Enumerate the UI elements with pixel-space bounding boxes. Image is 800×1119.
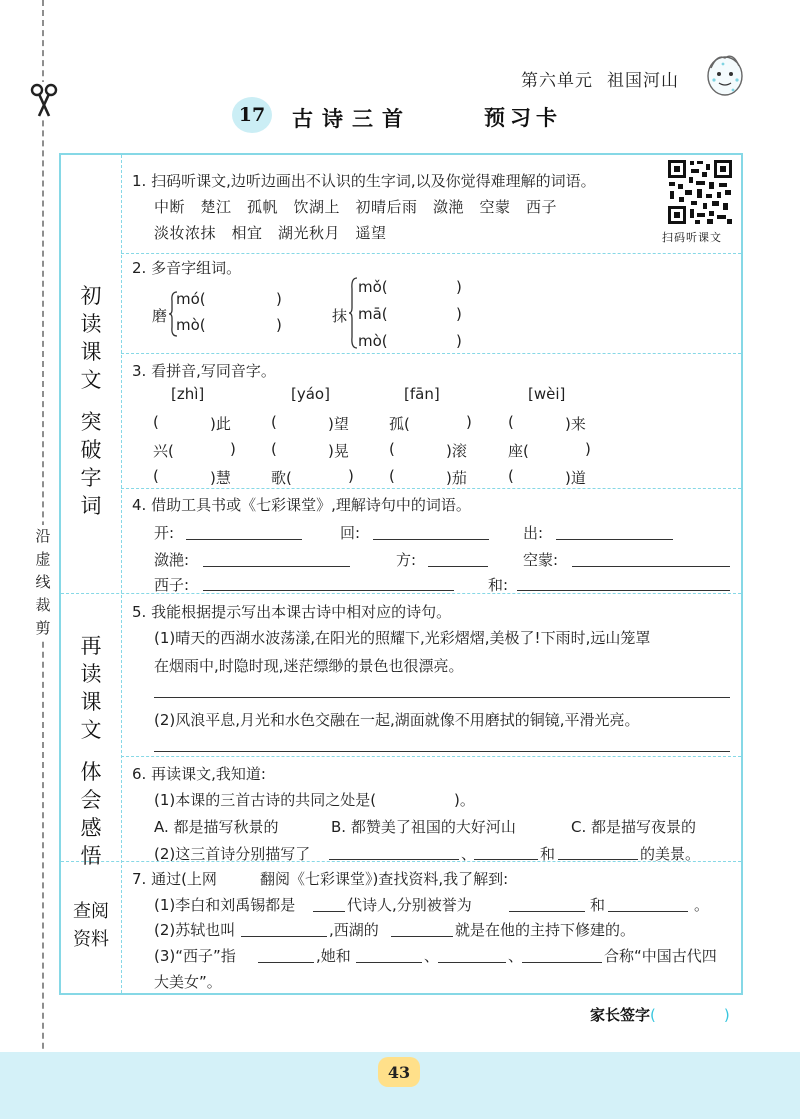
q2-close: ) xyxy=(456,332,462,350)
q2-char-ma: 抹 xyxy=(332,307,348,325)
q3-cell: ) xyxy=(348,467,354,485)
q3-cell: )慧 xyxy=(210,469,231,487)
q4-word-label: 潋滟: xyxy=(154,551,190,569)
qr-code[interactable] xyxy=(667,159,733,225)
q7-prompt-b: 翻阅《七彩课堂》)查找资料,我了解到: xyxy=(260,870,509,888)
qr-caption: 扫码听课文 xyxy=(662,231,722,244)
section-label-reread: 再 读 课 文 体 会 感 悟 xyxy=(80,634,102,868)
q5-hint1-line1: (1)晴天的西湖水波荡漾,在阳光的照耀下,光彩熠熠,美极了!下雨时,远山笼罩 xyxy=(154,629,651,647)
q7-answer-line[interactable] xyxy=(356,962,422,963)
signature-label: 家长签字 xyxy=(590,1006,651,1024)
q6-sub1: (1)本课的三首古诗的共同之处是( xyxy=(154,791,377,809)
q4-answer-line[interactable] xyxy=(186,539,302,540)
q7-sub3-end: 合称“中国古代四 xyxy=(604,947,717,965)
q7-answer-line[interactable] xyxy=(509,911,585,912)
q3-cell: ( xyxy=(389,440,395,458)
q2-prompt: 2. 多音字组词。 xyxy=(132,259,242,277)
q6-answer-line[interactable] xyxy=(329,859,459,860)
q3-pinyin: [zhì] xyxy=(171,385,205,403)
card-title: 预习卡 xyxy=(484,106,562,130)
q6-answer-line[interactable] xyxy=(474,859,538,860)
q2-reading-mo3: mǒ( xyxy=(358,278,388,296)
cut-instruction: 沿 虚 线 裁 剪 xyxy=(33,525,53,640)
q3-cell: 座( xyxy=(508,442,529,460)
row-divider xyxy=(121,353,741,354)
q5-hint1-line2: 在烟雨中,时隐时现,迷茫缥缈的景色也很漂亮。 xyxy=(154,657,464,675)
lesson-title: 古诗三首 xyxy=(292,106,412,131)
q4-word-label: 和: xyxy=(488,576,509,594)
q4-word-label: 西子: xyxy=(154,576,190,594)
q3-cell: ) xyxy=(466,413,472,431)
q7-sub2-end: 就是在他的主持下修建的。 xyxy=(455,921,636,939)
q2-reading-ma1: mā( xyxy=(358,305,388,323)
q3-cell: ( xyxy=(271,440,277,458)
q7-separator: 、 xyxy=(508,947,524,965)
q7-sub2-mid: ,西湖的 xyxy=(329,921,379,939)
signature-paren: ( xyxy=(650,1006,656,1024)
q4-word-label: 方: xyxy=(396,551,417,569)
q3-cell: )滚 xyxy=(446,442,467,460)
q3-pinyin: [wèi] xyxy=(528,385,566,403)
q6-separator: 、 xyxy=(461,845,477,863)
q3-cell: 兴( xyxy=(153,442,174,460)
q1-prompt: 1. 扫码听课文,边听边画出不认识的生字词,以及你觉得难理解的词语。 xyxy=(132,172,596,190)
q2-char-mo: 磨 xyxy=(152,307,168,325)
row-divider xyxy=(121,253,741,254)
q5-hint2: (2)风浪平息,月光和水色交融在一起,湖面就像不用磨拭的铜镜,平滑光亮。 xyxy=(154,711,640,729)
q3-cell: ( xyxy=(508,467,514,485)
brace-icon xyxy=(348,277,358,349)
q4-prompt: 4. 借助工具书或《七彩课堂》,理解诗句中的词语。 xyxy=(132,496,471,514)
q7-answer-line[interactable] xyxy=(438,962,506,963)
unit-number: 第六单元 xyxy=(521,71,593,91)
q1-words-line1: 中断 楚江 孤帆 饮湖上 初晴后雨 潋滟 空蒙 西子 xyxy=(154,198,558,216)
q5-answer-line[interactable] xyxy=(154,697,730,698)
q7-answer-line[interactable] xyxy=(313,911,345,912)
q7-answer-line[interactable] xyxy=(391,936,453,937)
parent-signature[interactable] xyxy=(590,1004,730,1025)
row-divider xyxy=(121,488,741,489)
signature-paren: ) xyxy=(723,1006,730,1024)
q4-answer-line[interactable] xyxy=(572,566,730,567)
q3-cell: ( xyxy=(153,413,159,431)
q2-reading-mo4b: mò( xyxy=(358,332,388,350)
lesson-number: 17 xyxy=(232,97,272,133)
q5-prompt: 5. 我能根据提示写出本课古诗中相对应的诗句。 xyxy=(132,603,452,621)
section-label-first-read: 初 读 课 文 突 破 字 词 xyxy=(80,284,102,518)
q6-option-a[interactable]: A. 都是描写秋景的 xyxy=(154,818,279,836)
q7-sub3-line2: 大美女”。 xyxy=(154,973,222,991)
q6-and: 和 xyxy=(540,845,556,863)
q3-cell: ( xyxy=(389,467,395,485)
q3-cell: 孤( xyxy=(389,415,410,433)
q6-option-b[interactable]: B. 都赞美了祖国的大好河山 xyxy=(331,818,516,836)
mascot-icon xyxy=(703,50,747,98)
q3-cell: )来 xyxy=(565,415,586,433)
q2-reading-mo2: mó( xyxy=(176,290,206,308)
row-divider xyxy=(121,756,741,757)
q3-pinyin: [fān] xyxy=(404,385,440,403)
q7-sub1: (1)李白和刘禹锡都是 xyxy=(154,896,296,914)
q6-sub2-end: 的美景。 xyxy=(640,845,701,863)
section-label-research: 查阅 资料 xyxy=(73,901,109,950)
q7-sub1-mid: 代诗人,分别被誉为 xyxy=(347,896,472,914)
q4-answer-line[interactable] xyxy=(203,590,454,591)
q2-close: ) xyxy=(276,316,282,334)
q7-sub1-and: 和 xyxy=(590,896,606,914)
q2-close: ) xyxy=(456,278,462,296)
q3-cell: ( xyxy=(271,413,277,431)
q6-prompt: 6. 再读课文,我知道: xyxy=(132,765,266,783)
q6-answer-line[interactable] xyxy=(558,859,638,860)
q7-prompt-a: 7. 通过(上网 xyxy=(132,870,217,888)
scissors-icon xyxy=(28,82,60,118)
q2-close: ) xyxy=(456,305,462,323)
q3-cell: )茄 xyxy=(446,469,467,487)
q3-cell: )望 xyxy=(328,415,349,433)
q2-close: ) xyxy=(276,290,282,308)
q4-answer-line[interactable] xyxy=(428,566,488,567)
q3-prompt: 3. 看拼音,写同音字。 xyxy=(132,362,276,380)
q7-answer-line[interactable] xyxy=(522,962,602,963)
q6-sub1-end: )。 xyxy=(454,791,475,809)
q5-answer-line[interactable] xyxy=(154,751,730,752)
q7-answer-line[interactable] xyxy=(258,962,314,963)
q4-word-label: 空蒙: xyxy=(523,551,559,569)
q7-answer-line[interactable] xyxy=(608,911,688,912)
q3-pinyin: [yáo] xyxy=(291,385,330,403)
q2-reading-mo4: mò( xyxy=(176,316,206,334)
q4-word-label: 回: xyxy=(340,524,361,542)
q3-cell: ) xyxy=(585,440,591,458)
unit-heading xyxy=(521,66,679,91)
q3-cell: )道 xyxy=(565,469,586,487)
q1-words-line2: 淡妆浓抹 相宜 湖光秋月 遥望 xyxy=(154,224,387,242)
unit-name: 祖国河山 xyxy=(607,71,679,91)
q4-answer-line[interactable] xyxy=(517,590,730,591)
q7-sub3: (3)“西子”指 xyxy=(154,947,236,965)
column-divider xyxy=(121,155,122,993)
q4-word-label: 开: xyxy=(154,524,175,542)
q7-sub1-end: 。 xyxy=(694,896,710,914)
q7-answer-line[interactable] xyxy=(241,936,327,937)
q3-cell: ) xyxy=(230,440,236,458)
q7-sub2: (2)苏轼也叫 xyxy=(154,921,236,939)
q6-sub2: (2)这三首诗分别描写了 xyxy=(154,845,311,863)
q3-cell: ( xyxy=(153,467,159,485)
q4-answer-line[interactable] xyxy=(203,566,350,567)
q3-cell: )晃 xyxy=(328,442,349,460)
page-number: 43 xyxy=(378,1057,420,1087)
q7-sub3-mid: ,她和 xyxy=(316,947,351,965)
q7-separator: 、 xyxy=(424,947,440,965)
q4-answer-line[interactable] xyxy=(556,539,673,540)
q3-cell: 歌( xyxy=(271,469,292,487)
q3-cell: ( xyxy=(508,413,514,431)
q4-answer-line[interactable] xyxy=(373,539,489,540)
q3-cell: )此 xyxy=(210,415,231,433)
q6-option-c[interactable]: C. 都是描写夜景的 xyxy=(571,818,697,836)
q4-word-label: 出: xyxy=(523,524,544,542)
